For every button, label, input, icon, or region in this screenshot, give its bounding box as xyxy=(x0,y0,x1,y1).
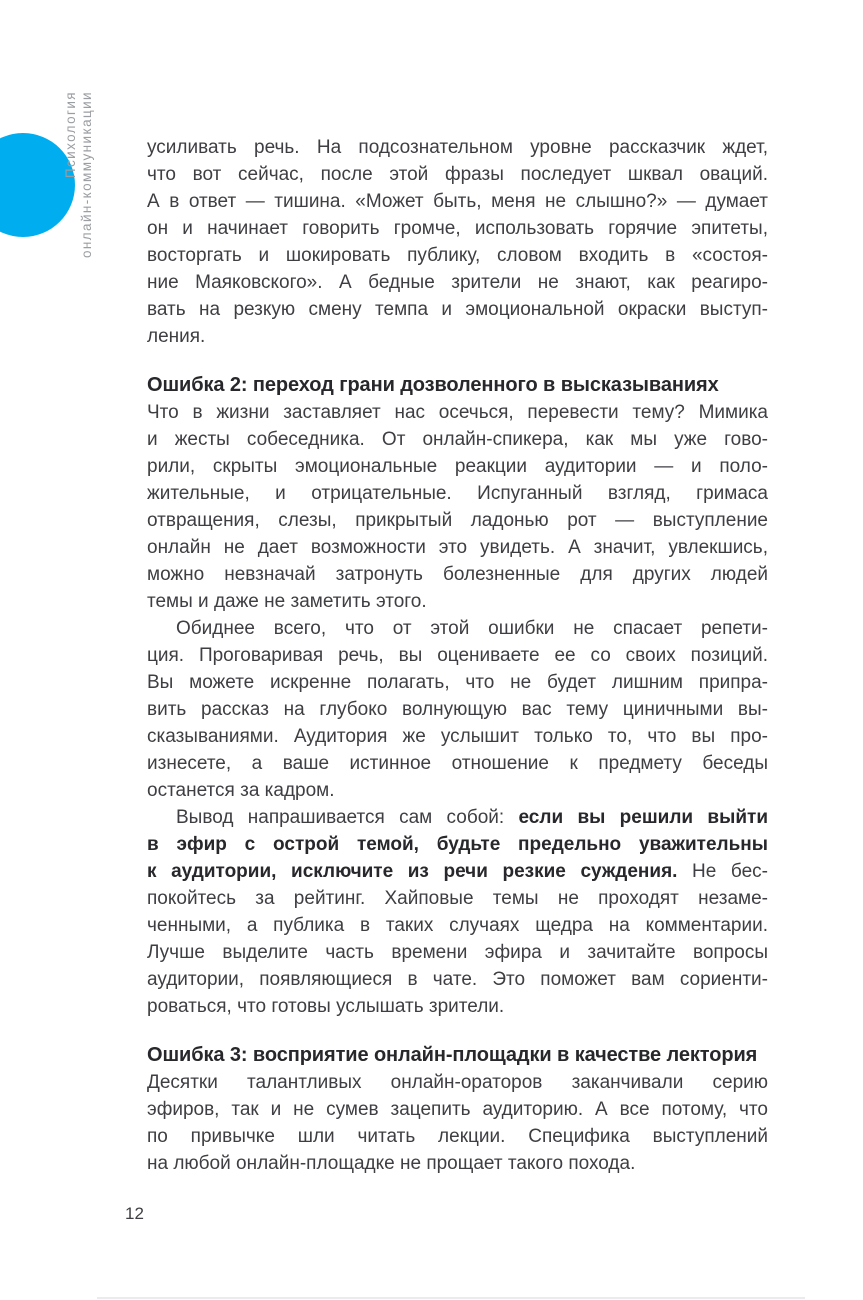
paragraph xyxy=(147,804,768,1020)
text-line: восторгать и шокировать публику, словом входить в «состоя- xyxy=(147,245,768,266)
text-segment: Вывод напрашивается сам собой: xyxy=(176,807,519,828)
text-line: ние Маяковского». А бедные зрители не знают, как реагиро- xyxy=(147,272,768,293)
paragraph xyxy=(147,134,768,350)
text-line: на любой онлайн-площадке не прощает такого похода. xyxy=(147,1153,636,1174)
page-text-column xyxy=(147,134,768,1177)
text-line: эфиров, так и не сумев зацепить аудиторию. А все потому, что xyxy=(147,1099,768,1120)
bold-text-segment: в эфир с острой темой, будьте предельно уважительны xyxy=(147,834,768,855)
section-heading: Ошибка 2: переход грани дозволенного в высказываниях xyxy=(147,374,719,396)
page-bottom-rule xyxy=(97,1297,805,1299)
text-segment: Не бес- xyxy=(677,861,768,882)
series-vertical-label xyxy=(63,91,95,273)
text-line: можно невзначай затронуть болезненные для других людей xyxy=(147,564,768,585)
text-line: останется за кадром. xyxy=(147,780,335,801)
text-line: рили, скрыты эмоциональные реакции аудитории — и поло- xyxy=(147,456,768,477)
text-line: Лучше выделите часть времени эфира и зачитайте вопросы xyxy=(147,942,768,963)
text-line: по привычке шли читать лекции. Специфика выступлений xyxy=(147,1126,768,1147)
text-line xyxy=(147,831,768,858)
text-line: А в ответ — тишина. «Может быть, меня не слышно?» — думает xyxy=(147,191,768,212)
text-line: сказываниями. Аудитория же услышит только то, что вы про- xyxy=(147,726,768,747)
text-line: отвращения, слезы, прикрытый ладонью рот — выступление xyxy=(147,510,768,531)
text-line: ция. Проговаривая речь, вы оцениваете ее со своих позиций. xyxy=(147,645,768,666)
series-label-line-2: онлайн-коммуникации xyxy=(79,91,94,258)
text-line: покойтесь за рейтинг. Хайповые темы не проходят незаме- xyxy=(147,888,768,909)
text-line: Десятки талантливых онлайн-ораторов заканчивали серию xyxy=(147,1072,768,1093)
text-line: Что в жизни заставляет нас осечься, перевести тему? Мимика xyxy=(147,402,768,423)
text-line: вить рассказ на глубоко волнующую вас тему циничными вы- xyxy=(147,699,768,720)
paragraph xyxy=(147,399,768,615)
text-line: жительные, и отрицательные. Испуганный взгляд, гримаса xyxy=(147,483,768,504)
series-label-line-1: Психология xyxy=(63,91,78,179)
text-line: изнесете, а ваше истинное отношение к предмету беседы xyxy=(147,753,768,774)
text-line: усиливать речь. На подсознательном уровне рассказчик ждет, xyxy=(147,137,768,158)
text-line xyxy=(147,858,768,885)
text-line: темы и даже не заметить этого. xyxy=(147,591,427,612)
bold-text-segment: если вы решили выйти xyxy=(518,807,768,828)
text-line: роваться, что готовы услышать зрители. xyxy=(147,996,505,1017)
page-number: 12 xyxy=(125,1204,144,1223)
text-line: он и начинает говорить громче, использовать горячие эпитеты, xyxy=(147,218,768,239)
paragraph xyxy=(147,1069,768,1177)
bold-text-segment: к аудитории, исключите из речи резкие суждения. xyxy=(147,861,678,882)
text-line: Вы можете искренне полагать, что не будет лишним припра- xyxy=(147,672,768,693)
text-line: и жесты собеседника. От онлайн-спикера, как мы уже гово- xyxy=(147,429,768,450)
text-line: Обиднее всего, что от этой ошибки не спасает репети- xyxy=(176,618,768,639)
section-heading: Ошибка 3: восприятие онлайн-площадки в качестве лектория xyxy=(147,1044,758,1066)
text-line: ления. xyxy=(147,326,206,347)
text-line: вать на резкую смену темпа и эмоциональной окраски выступ- xyxy=(147,299,768,320)
paragraph xyxy=(147,615,768,804)
text-line: ченными, а публика в таких случаях щедра на комментарии. xyxy=(147,915,768,936)
text-line: аудитории, появляющиеся в чате. Это поможет вам сориенти- xyxy=(147,969,768,990)
text-line: онлайн не дает возможности это увидеть. А значит, увлекшись, xyxy=(147,537,768,558)
text-line: что вот сейчас, после этой фразы последует шквал оваций. xyxy=(147,164,768,185)
text-line xyxy=(147,804,768,831)
